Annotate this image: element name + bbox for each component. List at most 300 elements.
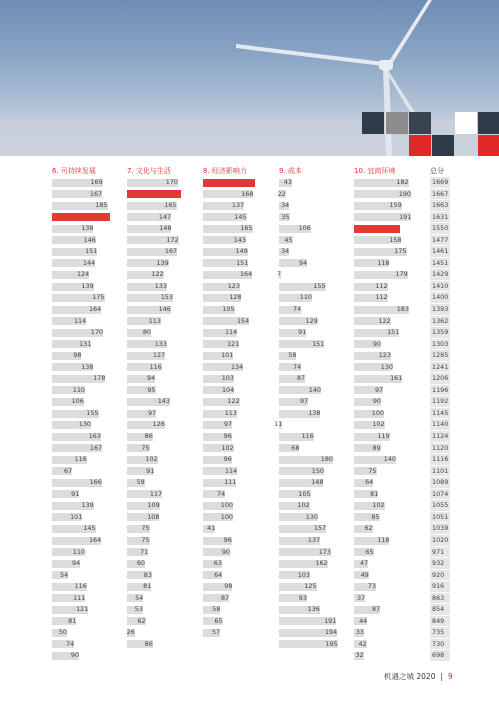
score-value: 65 [365,547,374,556]
score-value: 162 [315,559,328,568]
score-value: 191 [324,616,337,625]
table-row [203,385,273,397]
table-row [52,396,122,408]
score-value: 35 [281,212,290,221]
color-swatch-dark [362,112,384,134]
score-value: 96 [223,455,232,464]
score-value: 172 [242,178,255,186]
score-value: 60 [136,559,145,568]
table-row [203,223,273,235]
table-row [279,466,349,478]
table-row [354,177,424,189]
score-value: 130 [305,512,318,521]
table-row [279,350,349,362]
score-value: 64 [214,570,223,579]
score-value: 151 [312,339,325,348]
score-value: 147 [158,212,172,221]
score-value: 112 [375,281,388,290]
score-value: 165 [240,224,253,233]
table-row [354,581,424,593]
score-value: 47 [359,559,369,568]
score-value: 117 [149,489,163,498]
score-value: 96 [223,535,232,544]
table-row [52,327,122,339]
table-row [279,443,349,455]
score-value: 91 [71,489,80,498]
table-row [127,466,197,478]
table-row [279,431,349,443]
table-row [354,500,424,512]
score-value: 81 [370,489,379,498]
score-value: 164 [88,535,102,544]
total-score-cell: 1140 [430,419,450,431]
indicator-column-9 [274,166,349,650]
table-row [203,431,273,443]
table-row [127,189,197,201]
score-value: 90 [372,397,381,406]
score-value: 133 [154,281,167,290]
score-value: 106 [71,397,84,406]
table-row [52,627,122,639]
score-value: 143 [233,235,246,244]
score-value: 110 [72,547,85,556]
score-value: 86 [144,639,153,648]
table-row [354,466,424,478]
score-value: 139 [156,258,169,267]
score-value: 131 [79,339,92,348]
total-score-cell: 735 [430,627,450,639]
table-row [127,235,197,247]
total-score-cell: 849 [430,616,450,628]
table-row [203,177,273,189]
table-row [354,304,424,316]
table-row [127,547,197,559]
table-row [279,235,349,247]
score-value: 75 [141,535,150,544]
table-row [279,339,349,351]
score-value: 175 [92,293,105,302]
color-swatch-dark [409,112,431,134]
score-value: 49 [360,570,369,579]
score-value: 182 [396,178,409,186]
table-row [354,535,424,547]
table-row [203,396,273,408]
score-value: 164 [88,305,102,314]
score-value: 167 [164,247,178,256]
score-value: 138 [81,224,94,233]
table-row [354,223,424,235]
table-row [52,373,122,385]
table-row [127,396,197,408]
table-row [127,223,197,235]
score-value: 103 [221,374,234,383]
table-row [203,500,273,512]
score-value: 157 [313,524,327,533]
score-value: 53 [134,605,143,614]
score-value: 90 [70,651,79,660]
score-value: 170 [90,328,103,337]
table-row [279,316,349,328]
report-title: 机遇之城 2020 [384,672,436,681]
table-row [203,292,273,304]
score-value: 163 [88,432,101,441]
table-row [279,212,349,224]
score-value: 151 [236,258,249,267]
table-row [203,200,273,212]
table-row [203,327,273,339]
score-value: 102 [372,420,385,429]
table-row [354,547,424,559]
score-value: 183 [396,305,409,314]
total-score-cell: 932 [430,558,450,570]
score-value: 167 [89,189,103,198]
table-row [354,189,424,201]
total-score-cell: 1461 [430,246,450,258]
table-row [279,304,349,316]
table-row [52,593,122,605]
table-row [354,362,424,374]
score-value: 123 [378,351,391,360]
score-value: 167 [89,443,103,452]
table-row [279,281,349,293]
score-value: 130 [380,362,393,371]
score-value: 100 [220,501,233,510]
score-value: 153 [387,224,400,233]
score-value: 65 [214,616,223,625]
table-row [354,639,424,651]
score-value: 94 [147,374,156,383]
score-value: 108 [147,512,160,521]
table-row [127,350,197,362]
score-value: 97 [299,397,309,406]
table-row [52,269,122,281]
table-row [203,281,273,293]
table-row [354,396,424,408]
score-value: 104 [221,385,235,394]
score-value: 11 [274,420,283,429]
score-value: 67 [63,466,73,475]
score-value: 121 [76,605,89,614]
score-value: 73 [367,582,376,591]
total-score-cell: 1241 [430,362,450,374]
score-value: 59 [136,478,145,487]
score-value: 44 [359,616,368,625]
score-value: 81 [68,616,77,625]
table-row [279,616,349,628]
score-value: 89 [372,443,381,452]
indicator-column-6 [52,166,122,662]
table-row [127,177,197,189]
table-row [52,177,122,189]
table-row [354,281,424,293]
table-row [52,477,122,489]
table-row [274,419,349,431]
table-row [354,431,424,443]
color-swatch-white [455,112,477,134]
table-row [354,316,424,328]
table-row [52,466,122,478]
score-value: 32 [355,651,364,660]
score-value: 71 [140,547,149,556]
score-value: 97 [374,385,384,394]
score-value: 140 [383,455,396,464]
score-value: 128 [229,293,242,302]
table-row [203,339,273,351]
total-score-cell: 1303 [430,339,450,351]
table-row [52,385,122,397]
score-value: 7 [277,270,282,279]
table-row [52,362,122,374]
table-row [127,316,197,328]
table-row [203,350,273,362]
table-row [354,627,424,639]
total-score-cell: 1192 [430,396,450,408]
score-value: 68 [291,443,300,452]
table-row [52,535,122,547]
table-row [52,212,122,224]
table-row [203,443,273,455]
table-row [203,246,273,258]
score-value: 41 [207,524,216,533]
table-row [279,189,349,201]
score-value: 133 [154,339,167,348]
table-row [279,523,349,535]
table-row [127,477,197,489]
table-row [279,639,349,651]
table-row [354,258,424,270]
score-value: 164 [239,270,253,279]
score-value: 122 [378,316,391,325]
table-row [127,246,197,258]
score-value: 95 [147,385,156,394]
table-row [354,327,424,339]
table-row [354,408,424,420]
table-row [354,350,424,362]
table-row [52,235,122,247]
total-score-cell: 1020 [430,535,450,547]
score-value: 139 [81,281,94,290]
table-row [52,581,122,593]
score-value: 57 [211,628,221,637]
table-row [354,419,424,431]
score-value: 193 [97,212,110,221]
table-row [279,454,349,466]
score-value: 62 [364,524,373,533]
score-value: 112 [375,293,388,302]
score-value: 101 [70,512,83,521]
score-value: 144 [82,258,96,267]
score-value: 148 [159,224,172,233]
table-row [127,362,197,374]
score-value: 180 [320,455,333,464]
column-header: 8. 经济影响力 [203,167,247,175]
table-row [279,500,349,512]
table-row [52,489,122,501]
score-value: 37 [356,593,366,602]
table-row [354,246,424,258]
table-row [203,581,273,593]
score-value: 93 [298,593,307,602]
color-swatch-dark [432,135,454,156]
total-score-cell: 1206 [430,373,450,385]
total-score-cell: 1285 [430,350,450,362]
score-value: 127 [152,351,166,360]
score-value: 109 [147,501,160,510]
table-row [279,570,349,582]
score-value: 122 [151,270,164,279]
score-value: 94 [72,559,81,568]
table-row [127,327,197,339]
score-value: 90 [372,339,381,348]
score-value: 178 [93,374,106,383]
table-row [354,570,424,582]
score-value: 74 [66,639,75,648]
score-value: 139 [81,501,94,510]
score-value: 111 [224,478,237,487]
table-row [203,523,273,535]
table-row [279,627,349,639]
score-value: 90 [221,547,230,556]
score-value: 175 [394,247,407,256]
table-row [279,385,349,397]
score-value: 138 [308,408,321,417]
table-row [203,512,273,524]
score-value: 96 [223,432,232,441]
table-row [203,258,273,270]
score-value: 83 [143,570,152,579]
score-value: 34 [281,201,290,210]
score-value: 113 [224,408,237,417]
table-row [127,500,197,512]
score-value: 26 [126,628,135,637]
score-value: 113 [148,316,161,325]
color-swatch-red [478,135,499,156]
score-value: 97 [147,408,157,417]
table-row [127,512,197,524]
score-value: 172 [166,235,179,244]
table-row [279,535,349,547]
table-row [279,581,349,593]
table-row [354,292,424,304]
table-row [127,258,197,270]
table-row [279,373,349,385]
total-score-cell: 730 [430,639,450,651]
total-score-column [430,166,450,662]
score-value: 100 [371,408,384,417]
total-score-cell: 1393 [430,304,450,316]
score-value: 119 [377,432,390,441]
score-value: 22 [277,189,286,198]
score-value: 169 [90,178,103,186]
table-row [354,339,424,351]
table-row [127,339,197,351]
table-row [279,547,349,559]
table-row [127,304,197,316]
table-row [279,558,349,570]
score-value: 153 [160,293,173,302]
table-row [203,235,273,247]
indicator-column-7 [127,166,197,650]
table-row [52,616,122,628]
table-row [52,200,122,212]
table-row [52,547,122,559]
score-value: 194 [324,628,338,637]
score-value: 94 [299,258,308,267]
score-value: 122 [227,397,240,406]
score-value: 125 [304,582,317,591]
table-row [127,200,197,212]
total-score-cell: 1451 [430,258,450,270]
color-swatch-gray [386,112,408,134]
score-value: 110 [299,293,312,302]
table-row [52,419,122,431]
score-value: 129 [305,316,318,325]
score-value: 91 [298,328,307,337]
table-row [52,246,122,258]
column-header: 6. 可持续发展 [52,167,96,175]
table-row [279,477,349,489]
score-value: 34 [281,247,290,256]
total-score-cell: 1055 [430,500,450,512]
score-value: 168 [241,189,254,198]
table-row [127,292,197,304]
score-value: 116 [74,582,87,591]
column-header: 10. 宜商环境 [354,167,396,175]
table-row [354,373,424,385]
table-row [52,339,122,351]
score-value: 173 [318,547,331,556]
table-row [279,593,349,605]
table-row [52,604,122,616]
table-row [52,454,122,466]
score-value: 50 [58,628,67,637]
score-value: 54 [135,593,144,602]
score-value: 91 [146,466,155,475]
score-value: 58 [288,351,297,360]
score-value: 158 [389,235,402,244]
score-value: 130 [78,420,91,429]
score-value: 118 [377,258,390,267]
table-row [354,235,424,247]
table-row [279,246,349,258]
score-value: 180 [168,189,181,198]
score-value: 58 [212,605,221,614]
score-value: 138 [81,362,94,371]
score-value: 191 [399,212,412,221]
score-value: 74 [293,362,302,371]
table-row [203,454,273,466]
table-row [354,443,424,455]
table-row [52,281,122,293]
table-row [52,558,122,570]
table-row [52,512,122,524]
score-value: 185 [95,201,108,210]
score-value: 105 [222,305,235,314]
table-row [203,316,273,328]
table-row [203,570,273,582]
score-value: 86 [144,432,153,441]
table-row [279,223,349,235]
total-score-cell: 1101 [430,466,450,478]
table-row [354,269,424,281]
score-value: 121 [227,339,240,348]
score-value: 101 [221,351,234,360]
total-score-cell: 1124 [430,431,450,443]
table-row [354,477,424,489]
table-row [279,177,349,189]
score-value: 170 [165,178,178,186]
table-row [52,570,122,582]
